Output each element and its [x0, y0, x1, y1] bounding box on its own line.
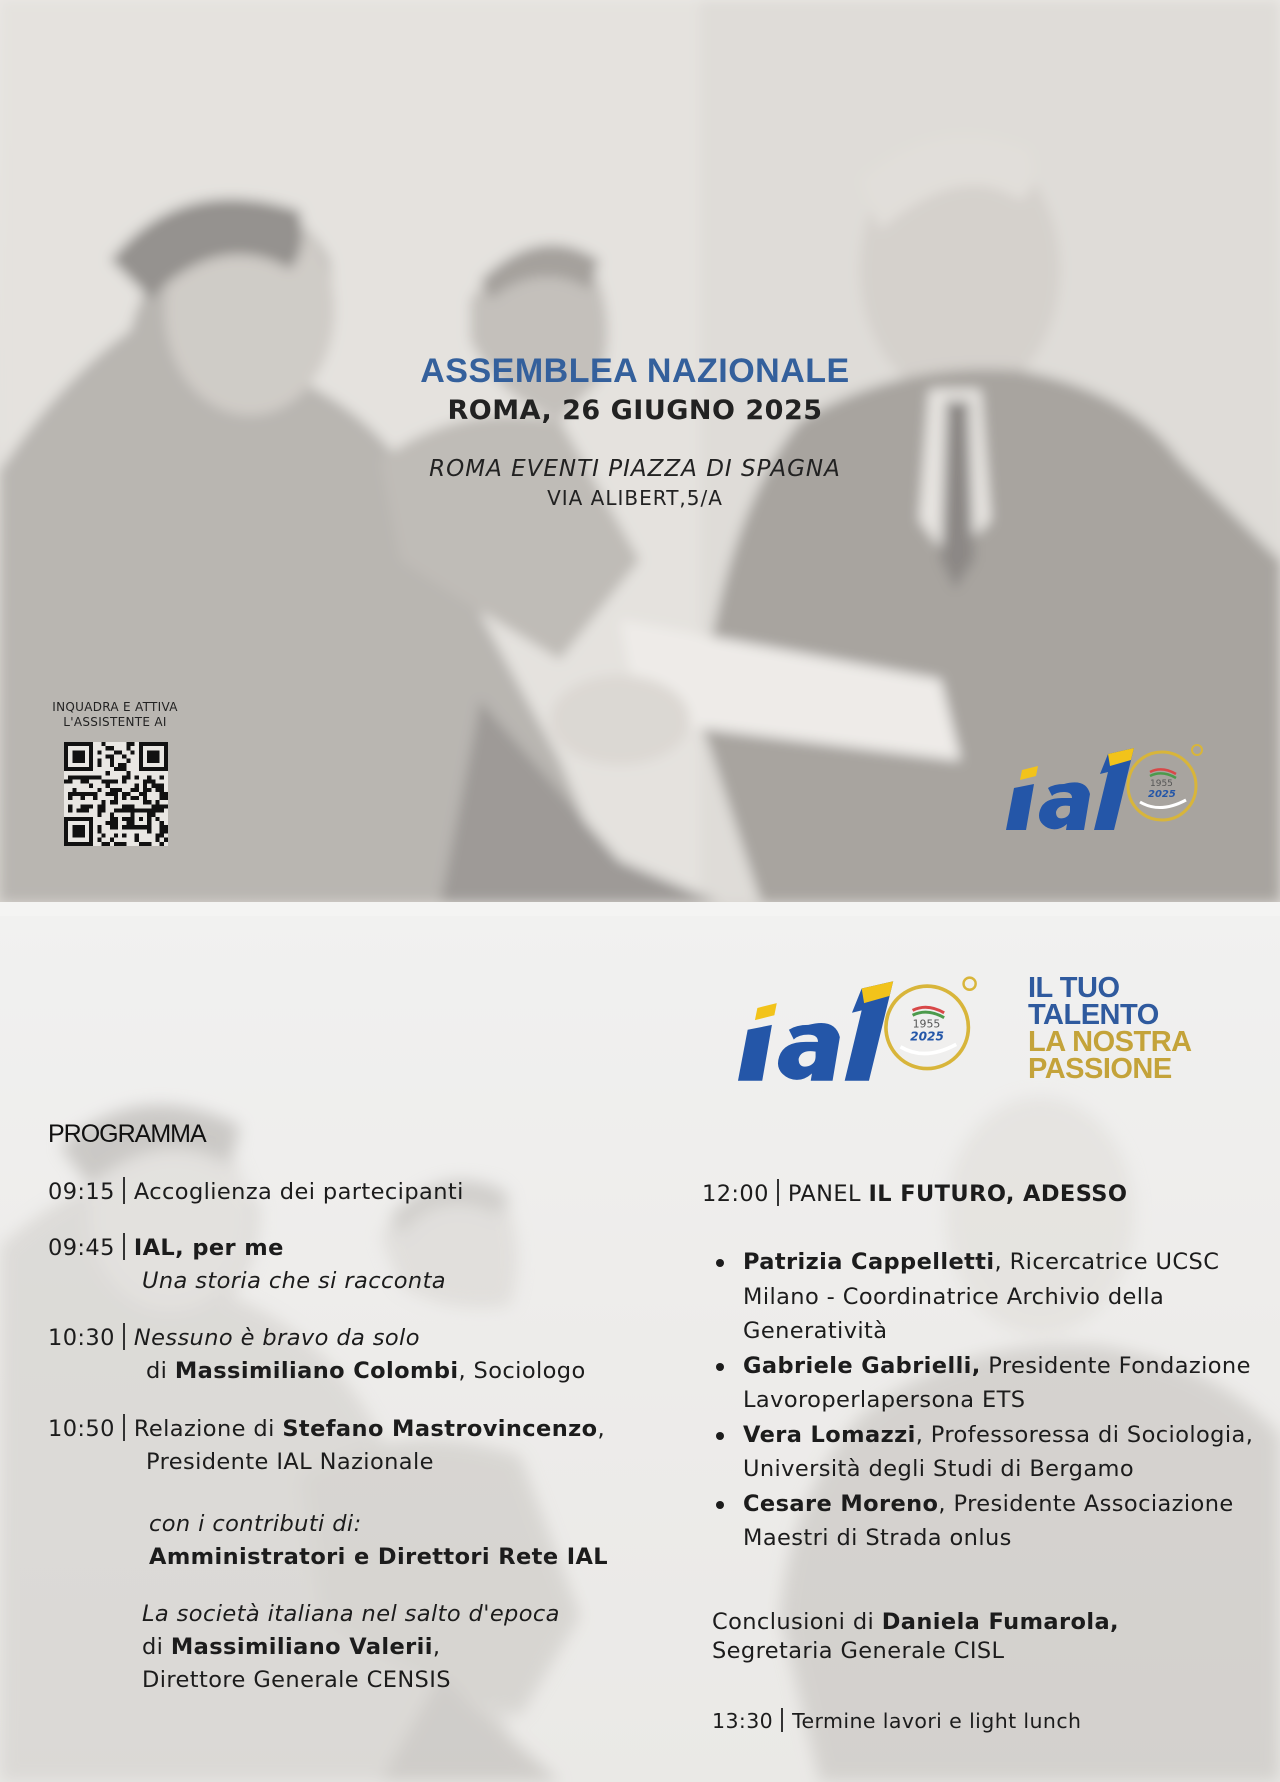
speaker-name: Stefano Mastrovincenzo	[282, 1416, 598, 1442]
speaker-role: Presidente IAL Nazionale	[146, 1449, 434, 1475]
speaker-role: , Presidente Associazione Maestri di Strada onlus	[743, 1490, 1234, 1551]
speaker-role: , Ricercatrice UCSC Milano - Coordinatrice Archivio della Generatività	[743, 1249, 1220, 1344]
agenda-time: 09:15	[48, 1179, 115, 1205]
agenda-item-1330	[712, 1707, 1081, 1735]
time-separator	[123, 1177, 125, 1204]
agenda-title: Termine lavori e light lunch	[792, 1709, 1082, 1733]
conclusion-prefix: Conclusioni di	[712, 1609, 882, 1635]
agenda-speaker-line	[146, 1355, 586, 1388]
speaker-role: Presidente Fondazione Lavoroperlapersona ETS	[743, 1352, 1251, 1413]
by-prefix: di	[142, 1634, 171, 1660]
slogan	[1028, 972, 1192, 1085]
contributions-who-text: Amministratori e Direttori Rete IAL	[149, 1544, 609, 1570]
card-separator	[0, 902, 1280, 916]
censis-role: Direttore Generale CENSIS	[142, 1667, 451, 1693]
agenda-time: 13:30	[712, 1709, 774, 1733]
event-header	[0, 352, 1270, 510]
agenda-item-0945	[48, 1232, 284, 1265]
list-item	[716, 1487, 1256, 1556]
panel-speakers-list	[716, 1245, 1256, 1556]
time-separator	[123, 1323, 125, 1350]
list-item	[716, 1418, 1256, 1487]
time-separator	[123, 1233, 125, 1260]
logo-year-end: 2025	[910, 1029, 944, 1044]
by-prefix: di	[146, 1358, 175, 1384]
agenda-item-1030	[48, 1322, 420, 1355]
agenda-time: 12:00	[702, 1181, 769, 1207]
list-item	[716, 1245, 1256, 1349]
speaker-name: Daniela Fumarola,	[881, 1609, 1119, 1635]
event-venue: ROMA EVENTI PIAZZA DI SPAGNA	[429, 456, 841, 482]
speaker-name: Vera Lomazzi	[743, 1421, 916, 1448]
agenda-time: 09:45	[48, 1235, 115, 1261]
contributions-who	[149, 1541, 608, 1574]
speaker-suffix: ,	[432, 1634, 441, 1660]
speaker-name: Cesare Moreno	[743, 1490, 939, 1517]
censis-title-text: La società italiana nel salto d'epoca	[142, 1601, 560, 1627]
logo-year-start: 1955	[912, 1017, 941, 1031]
agenda-title: Nessuno è bravo da solo	[133, 1325, 420, 1351]
panel-header	[702, 1178, 1127, 1211]
event-date: ROMA, 26 GIUGNO 2025	[447, 395, 823, 426]
qr-code-icon[interactable]	[64, 742, 168, 846]
programme-heading: PROGRAMMA	[48, 1120, 206, 1148]
slogan-line3: LA NOSTRA	[1028, 1026, 1192, 1058]
agenda-title: IAL, per me	[133, 1235, 284, 1261]
qr-label-line2: L'ASSISTENTE AI	[63, 715, 167, 729]
speaker-name: Massimiliano Colombi	[174, 1358, 459, 1384]
slogan-line1: IL TUO	[1028, 972, 1120, 1004]
censis-speaker-line	[142, 1631, 440, 1664]
agenda-prefix: Relazione di	[133, 1416, 283, 1442]
speaker-role: , Professoressa di Sociologia, Università degli Studi di Bergamo	[743, 1421, 1254, 1482]
conclusion-role: Segretaria Generale CISL	[712, 1638, 1005, 1664]
slogan-line2: TALENTO	[1028, 999, 1159, 1031]
conclusion-line	[712, 1608, 1119, 1637]
event-title: ASSEMBLEA NAZIONALE	[420, 352, 850, 390]
contributions-label	[149, 1508, 362, 1541]
time-separator	[123, 1414, 125, 1441]
speaker-name: Patrizia Cappelletti	[743, 1249, 995, 1275]
ial-logo-icon	[1000, 742, 1205, 836]
panel-title: IL FUTURO, ADESSO	[868, 1181, 1128, 1207]
slogan-line4: PASSIONE	[1028, 1053, 1172, 1085]
censis-title	[142, 1598, 560, 1631]
speaker-suffix: ,	[597, 1416, 606, 1442]
agenda-title: Accoglienza dei partecipanti	[133, 1179, 464, 1205]
contributions-label-text: con i contributi di:	[149, 1511, 362, 1537]
panel-prefix: PANEL	[787, 1181, 869, 1207]
qr-label-line1: INQUADRA E ATTIVA	[52, 700, 178, 714]
event-address: VIA ALIBERT,5/A	[547, 486, 723, 510]
logo-year-end: 2025	[1148, 789, 1176, 800]
agenda-item-0915	[48, 1176, 464, 1209]
time-separator	[781, 1708, 783, 1732]
time-separator	[777, 1179, 779, 1206]
qr-label	[40, 700, 190, 730]
agenda-item-1050	[48, 1413, 605, 1446]
agenda-subtitle-text: Una storia che si racconta	[142, 1268, 446, 1294]
list-item	[716, 1349, 1256, 1418]
agenda-time: 10:30	[48, 1325, 115, 1351]
agenda-subtitle	[142, 1265, 446, 1298]
logo-year-start: 1955	[1150, 779, 1173, 789]
speaker-name: Massimiliano Valerii	[170, 1634, 433, 1660]
ial-logo-icon	[730, 974, 980, 1088]
speaker-name: Gabriele Gabrielli,	[743, 1352, 981, 1379]
speaker-role: , Sociologo	[458, 1358, 586, 1384]
agenda-time: 10:50	[48, 1416, 115, 1442]
